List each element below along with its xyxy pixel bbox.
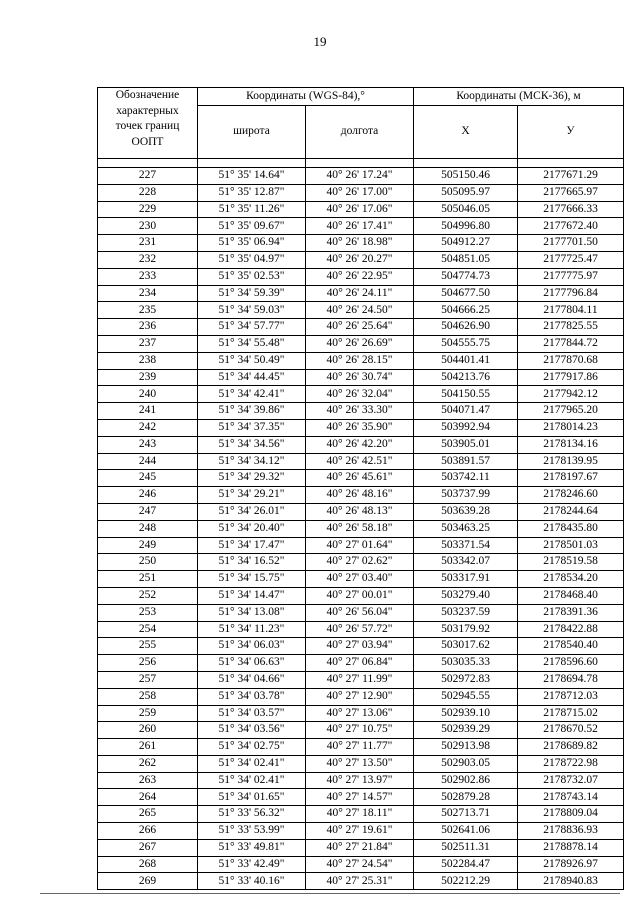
longitude-cell: 40° 26' 48.13" — [306, 503, 414, 520]
x-cell: 504677.50 — [414, 285, 518, 302]
page-number: 19 — [313, 34, 327, 49]
longitude-cell: 40° 27' 25.31" — [306, 873, 414, 890]
table-row — [98, 386, 624, 403]
y-cell: 2177672.40 — [518, 218, 624, 235]
longitude-cell: 40° 26' 17.00" — [306, 184, 414, 201]
x-cell: 502641.06 — [414, 823, 518, 840]
x-cell: 502212.29 — [414, 873, 518, 890]
table-body — [98, 168, 624, 890]
longitude-cell: 40° 27' 03.40" — [306, 571, 414, 588]
y-cell: 2178422.88 — [518, 621, 624, 638]
longitude-cell: 40° 26' 58.18" — [306, 520, 414, 537]
latitude-cell: 51° 34' 55.48" — [198, 335, 306, 352]
latitude-cell: 51° 34' 57.77" — [198, 319, 306, 336]
longitude-cell: 40° 26' 24.11" — [306, 285, 414, 302]
x-cell: 503371.54 — [414, 537, 518, 554]
latitude-cell: 51° 34' 15.75" — [198, 571, 306, 588]
longitude-cell: 40° 27' 00.01" — [306, 587, 414, 604]
spacer-cell — [414, 159, 518, 168]
latitude-cell: 51° 34' 17.47" — [198, 537, 306, 554]
y-cell: 2177804.11 — [518, 302, 624, 319]
point-id-cell: 267 — [98, 839, 198, 856]
point-id-cell: 261 — [98, 739, 198, 756]
y-cell: 2178689.82 — [518, 739, 624, 756]
y-cell: 2178139.95 — [518, 453, 624, 470]
latitude-cell: 51° 34' 14.47" — [198, 587, 306, 604]
y-cell: 2178926.97 — [518, 856, 624, 873]
latitude-cell: 51° 35' 12.87" — [198, 184, 306, 201]
table-row — [98, 705, 624, 722]
header-point-designation-text: Обозначение характерных точек границ ООПТ — [115, 89, 180, 148]
point-id-cell: 228 — [98, 184, 198, 201]
table-row — [98, 503, 624, 520]
table-row — [98, 873, 624, 890]
latitude-cell: 51° 35' 11.26" — [198, 201, 306, 218]
latitude-cell: 51° 34' 11.23" — [198, 621, 306, 638]
table-row — [98, 739, 624, 756]
point-id-cell: 229 — [98, 201, 198, 218]
point-id-cell: 244 — [98, 453, 198, 470]
spacer-cell — [306, 159, 414, 168]
point-id-cell: 256 — [98, 655, 198, 672]
table-row — [98, 369, 624, 386]
longitude-cell: 40° 26' 17.24" — [306, 168, 414, 185]
point-id-cell: 238 — [98, 352, 198, 369]
y-cell: 2177665.97 — [518, 184, 624, 201]
point-id-cell: 246 — [98, 487, 198, 504]
table-row — [98, 806, 624, 823]
longitude-cell: 40° 27' 24.54" — [306, 856, 414, 873]
point-id-cell: 250 — [98, 554, 198, 571]
longitude-cell: 40° 26' 24.50" — [306, 302, 414, 319]
latitude-cell: 51° 34' 59.03" — [198, 302, 306, 319]
y-cell: 2177671.29 — [518, 168, 624, 185]
latitude-cell: 51° 34' 59.39" — [198, 285, 306, 302]
latitude-cell: 51° 35' 02.53" — [198, 268, 306, 285]
table-row — [98, 621, 624, 638]
y-cell: 2178722.98 — [518, 755, 624, 772]
x-cell: 505046.05 — [414, 201, 518, 218]
latitude-cell: 51° 34' 02.41" — [198, 755, 306, 772]
point-id-cell: 234 — [98, 285, 198, 302]
longitude-cell: 40° 27' 06.84" — [306, 655, 414, 672]
longitude-cell: 40° 27' 11.77" — [306, 739, 414, 756]
latitude-cell: 51° 34' 01.65" — [198, 789, 306, 806]
x-cell: 504912.27 — [414, 235, 518, 252]
longitude-cell: 40° 27' 13.06" — [306, 705, 414, 722]
longitude-cell: 40° 27' 11.99" — [306, 671, 414, 688]
x-cell: 504150.55 — [414, 386, 518, 403]
longitude-cell: 40° 27' 03.94" — [306, 638, 414, 655]
table-row — [98, 436, 624, 453]
x-cell: 503279.40 — [414, 587, 518, 604]
latitude-cell: 51° 34' 20.40" — [198, 520, 306, 537]
table-row — [98, 671, 624, 688]
point-id-cell: 248 — [98, 520, 198, 537]
longitude-cell: 40° 26' 56.04" — [306, 604, 414, 621]
y-cell: 2178540.40 — [518, 638, 624, 655]
table-row — [98, 319, 624, 336]
longitude-cell: 40° 26' 42.51" — [306, 453, 414, 470]
x-cell: 503317.91 — [414, 571, 518, 588]
table-row — [98, 856, 624, 873]
y-cell: 2178468.40 — [518, 587, 624, 604]
longitude-cell: 40° 26' 35.90" — [306, 419, 414, 436]
x-cell: 502902.86 — [414, 772, 518, 789]
table-row — [98, 201, 624, 218]
x-cell: 503035.33 — [414, 655, 518, 672]
y-cell: 2178694.78 — [518, 671, 624, 688]
table-row — [98, 537, 624, 554]
table-row — [98, 571, 624, 588]
y-cell: 2178134.16 — [518, 436, 624, 453]
table-row — [98, 722, 624, 739]
longitude-cell: 40° 26' 32.04" — [306, 386, 414, 403]
page-bottom-rule — [40, 893, 620, 894]
longitude-cell: 40° 26' 42.20" — [306, 436, 414, 453]
point-id-cell: 233 — [98, 268, 198, 285]
point-id-cell: 239 — [98, 369, 198, 386]
longitude-cell: 40° 26' 17.41" — [306, 218, 414, 235]
latitude-cell: 51° 34' 03.57" — [198, 705, 306, 722]
table-row — [98, 604, 624, 621]
header-point-designation — [98, 88, 198, 159]
y-cell: 2178501.03 — [518, 537, 624, 554]
y-cell: 2177917.86 — [518, 369, 624, 386]
latitude-cell: 51° 34' 02.41" — [198, 772, 306, 789]
x-cell: 505095.97 — [414, 184, 518, 201]
x-cell: 504555.75 — [414, 335, 518, 352]
x-cell: 505150.46 — [414, 168, 518, 185]
longitude-cell: 40° 26' 25.64" — [306, 319, 414, 336]
x-cell: 503891.57 — [414, 453, 518, 470]
y-cell: 2178715.02 — [518, 705, 624, 722]
spacer-cell — [98, 159, 198, 168]
point-id-cell: 266 — [98, 823, 198, 840]
latitude-cell: 51° 35' 06.94" — [198, 235, 306, 252]
latitude-cell: 51° 34' 06.63" — [198, 655, 306, 672]
longitude-cell: 40° 26' 30.74" — [306, 369, 414, 386]
point-id-cell: 255 — [98, 638, 198, 655]
table-row — [98, 655, 624, 672]
latitude-cell: 51° 33' 40.16" — [198, 873, 306, 890]
x-cell: 504071.47 — [414, 403, 518, 420]
x-cell: 503342.07 — [414, 554, 518, 571]
x-cell: 503742.11 — [414, 470, 518, 487]
longitude-cell: 40° 27' 19.61" — [306, 823, 414, 840]
table-row — [98, 352, 624, 369]
latitude-cell: 51° 34' 02.75" — [198, 739, 306, 756]
y-cell: 2177775.97 — [518, 268, 624, 285]
header-longitude: долгота — [306, 106, 414, 159]
y-cell: 2178519.58 — [518, 554, 624, 571]
y-cell: 2178244.64 — [518, 503, 624, 520]
y-cell: 2178014.23 — [518, 419, 624, 436]
x-cell: 504851.05 — [414, 251, 518, 268]
y-cell: 2178940.83 — [518, 873, 624, 890]
longitude-cell: 40° 27' 13.97" — [306, 772, 414, 789]
table-row — [98, 638, 624, 655]
latitude-cell: 51° 34' 44.45" — [198, 369, 306, 386]
table-row — [98, 403, 624, 420]
latitude-cell: 51° 33' 56.32" — [198, 806, 306, 823]
x-cell: 503905.01 — [414, 436, 518, 453]
latitude-cell: 51° 35' 09.67" — [198, 218, 306, 235]
table-row — [98, 688, 624, 705]
latitude-cell: 51° 34' 29.21" — [198, 487, 306, 504]
table-row — [98, 587, 624, 604]
y-cell: 2178391.36 — [518, 604, 624, 621]
table-row — [98, 285, 624, 302]
x-cell: 504213.76 — [414, 369, 518, 386]
longitude-cell: 40° 26' 48.16" — [306, 487, 414, 504]
table-row — [98, 755, 624, 772]
longitude-cell: 40° 27' 14.57" — [306, 789, 414, 806]
x-cell: 502713.71 — [414, 806, 518, 823]
table-row — [98, 789, 624, 806]
y-cell: 2177701.50 — [518, 235, 624, 252]
x-cell: 502284.47 — [414, 856, 518, 873]
longitude-cell: 40° 26' 20.27" — [306, 251, 414, 268]
latitude-cell: 51° 34' 16.52" — [198, 554, 306, 571]
point-id-cell: 257 — [98, 671, 198, 688]
x-cell: 504996.80 — [414, 218, 518, 235]
header-y: У — [518, 106, 624, 159]
point-id-cell: 268 — [98, 856, 198, 873]
header-msk36: Координаты (МСК-36), м — [414, 88, 624, 106]
point-id-cell: 253 — [98, 604, 198, 621]
point-id-cell: 227 — [98, 168, 198, 185]
table-row — [98, 487, 624, 504]
latitude-cell: 51° 34' 13.08" — [198, 604, 306, 621]
longitude-cell: 40° 27' 02.62" — [306, 554, 414, 571]
latitude-cell: 51° 34' 04.66" — [198, 671, 306, 688]
latitude-cell: 51° 34' 34.12" — [198, 453, 306, 470]
table-row — [98, 302, 624, 319]
table-row — [98, 520, 624, 537]
latitude-cell: 51° 34' 37.35" — [198, 419, 306, 436]
latitude-cell: 51° 34' 03.56" — [198, 722, 306, 739]
table-row — [98, 419, 624, 436]
table-row — [98, 184, 624, 201]
point-id-cell: 243 — [98, 436, 198, 453]
y-cell: 2177725.47 — [518, 251, 624, 268]
y-cell: 2178670.52 — [518, 722, 624, 739]
longitude-cell: 40° 26' 17.06" — [306, 201, 414, 218]
y-cell: 2178732.07 — [518, 772, 624, 789]
x-cell: 502939.10 — [414, 705, 518, 722]
longitude-cell: 40° 27' 12.90" — [306, 688, 414, 705]
point-id-cell: 263 — [98, 772, 198, 789]
y-cell: 2177942.12 — [518, 386, 624, 403]
y-cell: 2177666.33 — [518, 201, 624, 218]
x-cell: 503017.62 — [414, 638, 518, 655]
point-id-cell: 269 — [98, 873, 198, 890]
spacer-cell — [198, 159, 306, 168]
table-row — [98, 218, 624, 235]
table-row — [98, 335, 624, 352]
coordinates-table — [97, 87, 624, 890]
longitude-cell: 40° 26' 18.98" — [306, 235, 414, 252]
y-cell: 2178197.67 — [518, 470, 624, 487]
x-cell: 503992.94 — [414, 419, 518, 436]
point-id-cell: 264 — [98, 789, 198, 806]
x-cell: 503237.59 — [414, 604, 518, 621]
y-cell: 2178712.03 — [518, 688, 624, 705]
x-cell: 504666.25 — [414, 302, 518, 319]
y-cell: 2177844.72 — [518, 335, 624, 352]
point-id-cell: 258 — [98, 688, 198, 705]
point-id-cell: 259 — [98, 705, 198, 722]
latitude-cell: 51° 33' 53.99" — [198, 823, 306, 840]
latitude-cell: 51° 35' 14.64" — [198, 168, 306, 185]
point-id-cell: 252 — [98, 587, 198, 604]
point-id-cell: 231 — [98, 235, 198, 252]
point-id-cell: 235 — [98, 302, 198, 319]
point-id-cell: 230 — [98, 218, 198, 235]
x-cell: 502939.29 — [414, 722, 518, 739]
point-id-cell: 242 — [98, 419, 198, 436]
x-cell: 503463.25 — [414, 520, 518, 537]
longitude-cell: 40° 27' 10.75" — [306, 722, 414, 739]
table-row — [98, 453, 624, 470]
point-id-cell: 237 — [98, 335, 198, 352]
header-x: Х — [414, 106, 518, 159]
latitude-cell: 51° 34' 29.32" — [198, 470, 306, 487]
longitude-cell: 40° 26' 57.72" — [306, 621, 414, 638]
latitude-cell: 51° 33' 42.49" — [198, 856, 306, 873]
y-cell: 2178246.60 — [518, 487, 624, 504]
table-row — [98, 823, 624, 840]
table-row — [98, 268, 624, 285]
latitude-cell: 51° 34' 50.49" — [198, 352, 306, 369]
longitude-cell: 40° 27' 18.11" — [306, 806, 414, 823]
point-id-cell: 247 — [98, 503, 198, 520]
latitude-cell: 51° 33' 49.81" — [198, 839, 306, 856]
table-row — [98, 470, 624, 487]
point-id-cell: 241 — [98, 403, 198, 420]
y-cell: 2178435.80 — [518, 520, 624, 537]
longitude-cell: 40° 27' 21.84" — [306, 839, 414, 856]
table-row — [98, 251, 624, 268]
x-cell: 502945.55 — [414, 688, 518, 705]
y-cell: 2178878.14 — [518, 839, 624, 856]
x-cell: 502913.98 — [414, 739, 518, 756]
header-latitude: широта — [198, 106, 306, 159]
longitude-cell: 40° 26' 28.15" — [306, 352, 414, 369]
latitude-cell: 51° 34' 42.41" — [198, 386, 306, 403]
x-cell: 503737.99 — [414, 487, 518, 504]
point-id-cell: 251 — [98, 571, 198, 588]
latitude-cell: 51° 34' 39.86" — [198, 403, 306, 420]
latitude-cell: 51° 34' 03.78" — [198, 688, 306, 705]
y-cell: 2178836.93 — [518, 823, 624, 840]
latitude-cell: 51° 34' 06.03" — [198, 638, 306, 655]
latitude-cell: 51° 35' 04.97" — [198, 251, 306, 268]
x-cell: 502879.28 — [414, 789, 518, 806]
spacer-cell — [518, 159, 624, 168]
longitude-cell: 40° 26' 22.95" — [306, 268, 414, 285]
point-id-cell: 236 — [98, 319, 198, 336]
longitude-cell: 40° 27' 01.64" — [306, 537, 414, 554]
y-cell: 2178809.04 — [518, 806, 624, 823]
table-row — [98, 839, 624, 856]
latitude-cell: 51° 34' 26.01" — [198, 503, 306, 520]
x-cell: 504401.41 — [414, 352, 518, 369]
point-id-cell: 260 — [98, 722, 198, 739]
y-cell: 2177825.55 — [518, 319, 624, 336]
x-cell: 503179.92 — [414, 621, 518, 638]
x-cell: 503639.28 — [414, 503, 518, 520]
x-cell: 504774.73 — [414, 268, 518, 285]
table-header — [98, 88, 624, 159]
y-cell: 2177870.68 — [518, 352, 624, 369]
x-cell: 504626.90 — [414, 319, 518, 336]
point-id-cell: 254 — [98, 621, 198, 638]
table-row — [98, 772, 624, 789]
x-cell: 502972.83 — [414, 671, 518, 688]
point-id-cell: 249 — [98, 537, 198, 554]
y-cell: 2177965.20 — [518, 403, 624, 420]
x-cell: 502511.31 — [414, 839, 518, 856]
point-id-cell: 265 — [98, 806, 198, 823]
x-cell: 502903.05 — [414, 755, 518, 772]
y-cell: 2178534.20 — [518, 571, 624, 588]
header-wgs84: Координаты (WGS-84),° — [198, 88, 414, 106]
point-id-cell: 262 — [98, 755, 198, 772]
longitude-cell: 40° 26' 33.30" — [306, 403, 414, 420]
y-cell: 2178743.14 — [518, 789, 624, 806]
longitude-cell: 40° 26' 26.69" — [306, 335, 414, 352]
y-cell: 2177796.84 — [518, 285, 624, 302]
y-cell: 2178596.60 — [518, 655, 624, 672]
point-id-cell: 232 — [98, 251, 198, 268]
longitude-cell: 40° 26' 45.61" — [306, 470, 414, 487]
table-row — [98, 554, 624, 571]
header-spacer-row — [98, 159, 624, 168]
longitude-cell: 40° 27' 13.50" — [306, 755, 414, 772]
point-id-cell: 245 — [98, 470, 198, 487]
latitude-cell: 51° 34' 34.56" — [198, 436, 306, 453]
table-row — [98, 168, 624, 185]
point-id-cell: 240 — [98, 386, 198, 403]
table-row — [98, 235, 624, 252]
